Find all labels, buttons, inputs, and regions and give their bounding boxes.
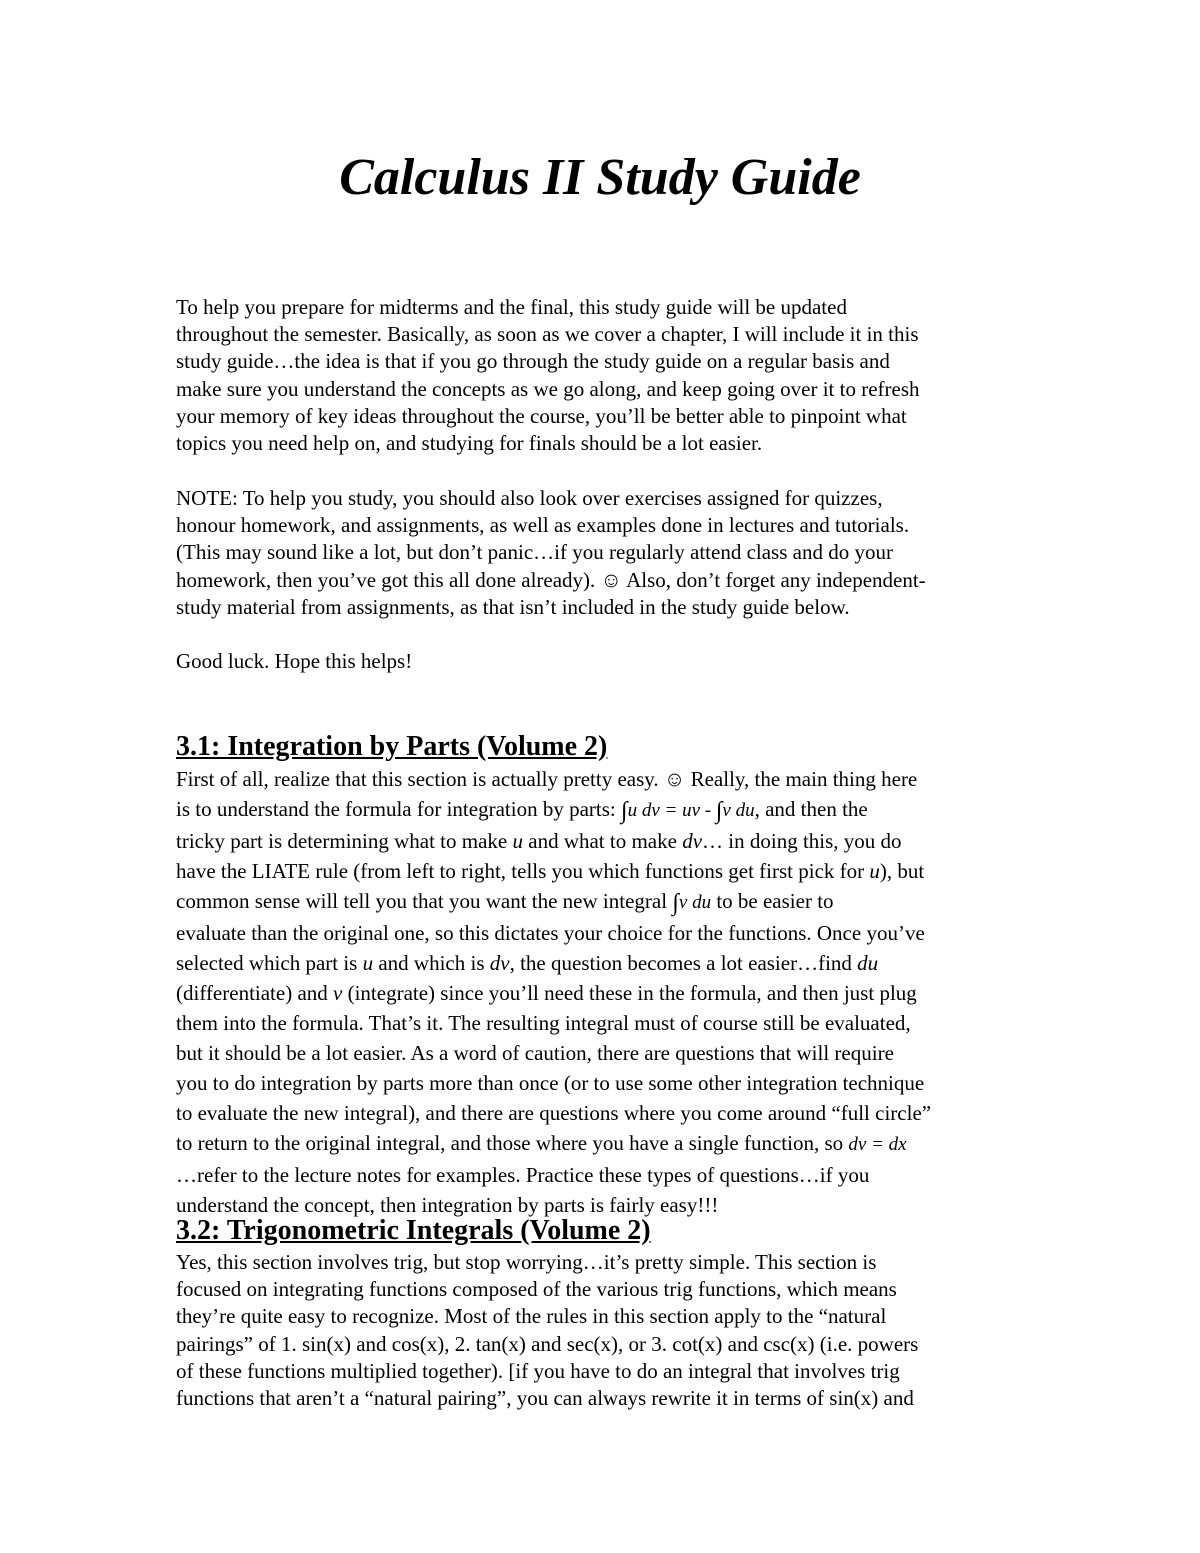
text-span: tricky part is determining what to make bbox=[176, 829, 513, 853]
text-span: to return to the original integral, and those where you have a single function, so bbox=[176, 1131, 849, 1155]
section-line: Yes, this section involves trig, but stop worrying…it’s pretty simple. This section is bbox=[176, 1250, 877, 1274]
note-line: study material from assignments, as that isn’t included in the study guide below. bbox=[176, 594, 850, 619]
section-line: they’re quite easy to recognize. Most of the rules in this section apply to the “natural bbox=[176, 1304, 887, 1329]
section-line: but it should be a lot easier. As a word of caution, there are questions that will require bbox=[176, 1041, 894, 1065]
text-span: (integrate) since you’ll need these in the formula, and then just plug bbox=[342, 981, 917, 1005]
intro-line: make sure you understand the concepts as we go along, and keep going over it to refresh bbox=[176, 376, 920, 401]
math-var: v bbox=[333, 981, 343, 1005]
intro-line: your memory of key ideas throughout the course, you’ll be better able to pinpoint what bbox=[176, 403, 907, 428]
text-span: , the question becomes a lot easier…find bbox=[509, 951, 858, 975]
intro-paragraph bbox=[176, 294, 1036, 457]
intro-line: topics you need help on, and studying for finals should be a lot easier. bbox=[176, 431, 763, 456]
text-span: (differentiate) and bbox=[176, 981, 334, 1005]
section-line: …refer to the lecture notes for examples. Practice these types of questions…if you bbox=[176, 1163, 870, 1187]
note-line: homework, then you’ve got this all done already). ☺ Also, don’t forget any independent- bbox=[176, 567, 926, 592]
section-line: pairings” of 1. sin(x) and cos(x), 2. tan(x) and sec(x), or 3. cot(x) and csc(x) (i.e. powers bbox=[176, 1331, 919, 1356]
section-line: First of all, realize that this section is actually pretty easy. ☺ Really, the main thing here bbox=[176, 767, 918, 791]
section-line: to evaluate the new integral), and there are questions where you come around “full circle” bbox=[176, 1101, 932, 1125]
integral-sign: ∫ bbox=[715, 798, 723, 824]
section-line: functions that aren’t a “natural pairing”, you can always rewrite it in terms of sin(x) and bbox=[176, 1386, 914, 1411]
section-line: you to do integration by parts more than once (or to use some other integration technique bbox=[176, 1071, 925, 1095]
section-line bbox=[176, 948, 1036, 978]
document-title: Calculus II Study Guide bbox=[339, 149, 861, 206]
integral-sign: ∫ bbox=[620, 798, 628, 824]
note-line: (This may sound like a lot, but don’t panic…if you regularly attend class and do your bbox=[176, 540, 893, 565]
section-line: them into the formula. That’s it. The resulting integral must of course still be evaluated, bbox=[176, 1011, 911, 1035]
section-line bbox=[176, 856, 1036, 886]
formula-text: v du bbox=[678, 892, 712, 913]
integral-formula bbox=[672, 890, 712, 916]
section-3-1-body bbox=[176, 764, 1036, 1220]
section-line bbox=[176, 886, 1036, 918]
math-var: du bbox=[857, 951, 879, 975]
intro-line: throughout the semester. Basically, as soon as we cover a chapter, I will include it in this bbox=[176, 322, 919, 347]
section-line bbox=[176, 1128, 1036, 1160]
text-span: … in doing this, you do bbox=[702, 829, 902, 853]
text-span: to be easier to bbox=[711, 889, 834, 913]
section-3-2-body bbox=[176, 1249, 1036, 1412]
text-span: common sense will tell you that you want the new integral bbox=[176, 889, 673, 913]
section-3-1-heading: 3.1: Integration by Parts (Volume 2) bbox=[176, 731, 608, 762]
math-var: u bbox=[869, 859, 880, 883]
section-line bbox=[176, 978, 1036, 1008]
section-line: evaluate than the original one, so this dictates your choice for the functions. Once you’ve bbox=[176, 921, 925, 945]
text-span: and what to make bbox=[523, 829, 683, 853]
math-var: dv bbox=[489, 951, 510, 975]
section-line: of these functions multiplied together). [if you have to do an integral that involves trig bbox=[176, 1358, 900, 1383]
integration-by-parts-formula bbox=[620, 798, 755, 824]
section-3-2-heading: 3.2: Trigonometric Integrals (Volume 2) bbox=[176, 1215, 651, 1246]
math-var: u bbox=[512, 829, 523, 853]
section-line bbox=[176, 794, 1036, 826]
text-span: and which is bbox=[373, 951, 490, 975]
section-line: understand the concept, then integration by parts is fairly easy!!! bbox=[176, 1193, 719, 1217]
text-span: , and then the bbox=[754, 797, 868, 821]
formula-text: v du bbox=[722, 800, 755, 821]
note-line: honour homework, and assignments, as well as examples done in lectures and tutorials. bbox=[176, 513, 910, 538]
closing-line: Good luck. Hope this helps! bbox=[176, 649, 413, 673]
text-span: have the LIATE rule (from left to right, tells you which functions get first pick for bbox=[176, 859, 870, 883]
text-span: is to understand the formula for integration by parts: bbox=[176, 797, 621, 821]
note-paragraph bbox=[176, 485, 1036, 621]
math-var: u bbox=[362, 951, 374, 975]
note-line: NOTE: To help you study, you should also look over exercises assigned for quizzes, bbox=[176, 486, 883, 510]
text-span: ), but bbox=[879, 859, 925, 883]
math-var: dv bbox=[682, 829, 703, 853]
integral-sign: ∫ bbox=[672, 890, 679, 916]
section-line: focused on integrating functions composed of the various trig functions, which means bbox=[176, 1277, 897, 1302]
closing-paragraph bbox=[176, 648, 1036, 675]
dv-dx-formula: dv = dx bbox=[848, 1134, 907, 1155]
intro-line: To help you prepare for midterms and the final, this study guide will be updated bbox=[176, 295, 847, 319]
text-span: selected which part is bbox=[176, 951, 363, 975]
formula-text: u dv = uv - bbox=[627, 800, 716, 821]
section-line bbox=[176, 826, 1036, 856]
intro-line: study guide…the idea is that if you go through the study guide on a regular basis and bbox=[176, 349, 890, 374]
